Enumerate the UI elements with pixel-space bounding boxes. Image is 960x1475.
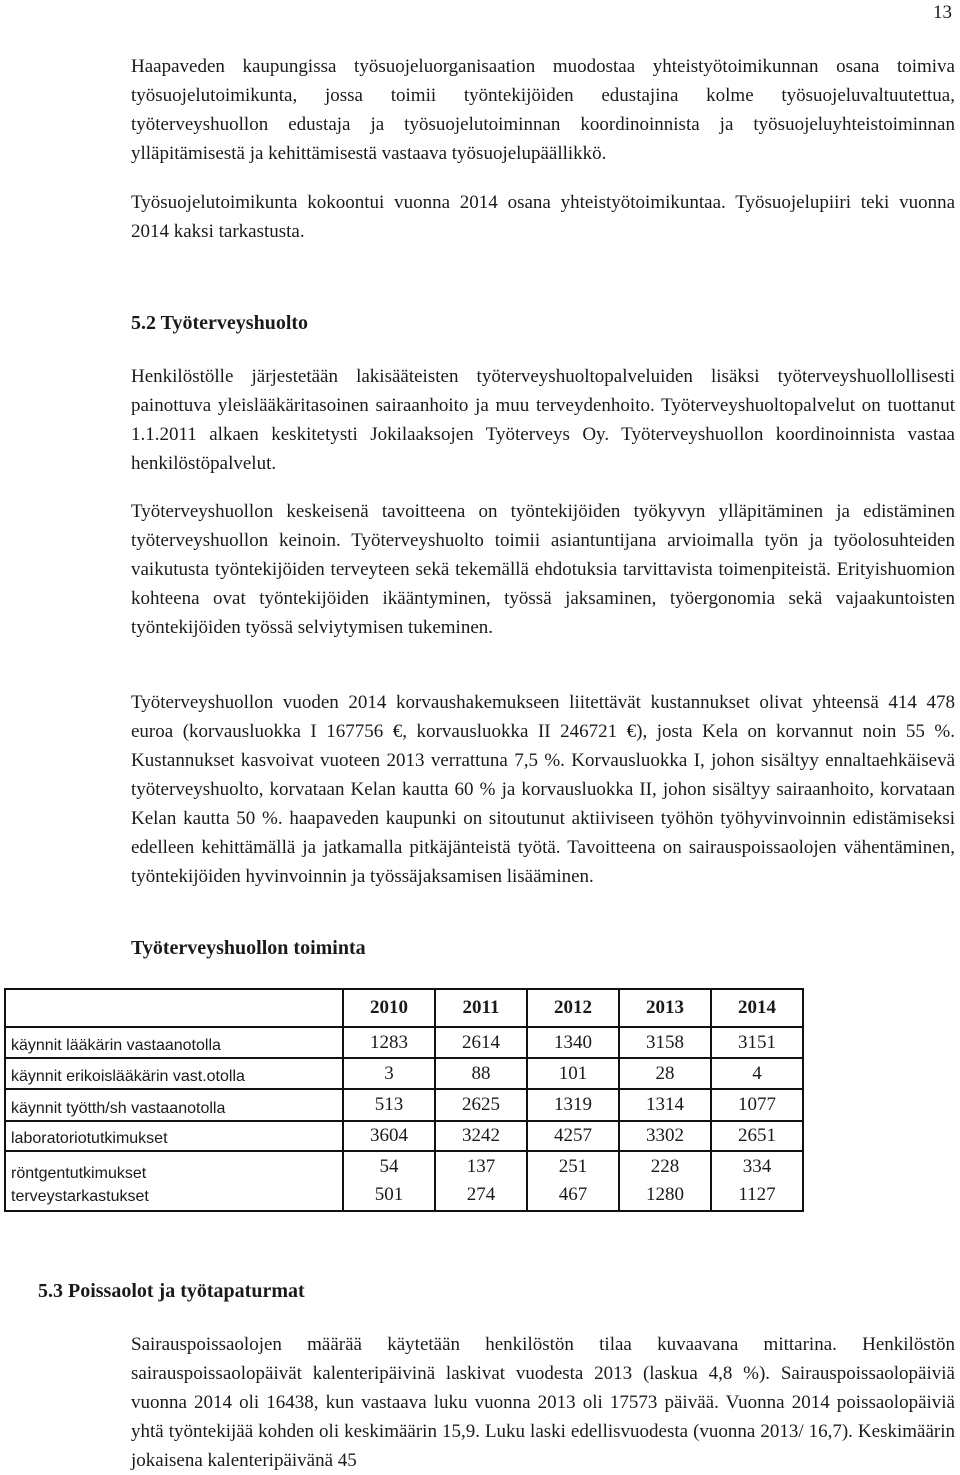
row-label: laboratoriotutkimukset [5, 1121, 343, 1151]
row-label: käynnit lääkärin vastaanotolla [5, 1027, 343, 1058]
cell-value: 3158 [619, 1027, 711, 1058]
cell-value: 88 [435, 1058, 527, 1089]
table-header-row [5, 989, 803, 1027]
year-header: 2010 [343, 989, 435, 1027]
cell-value: 137 [466, 1155, 496, 1177]
table-row [5, 1058, 803, 1089]
cell-value: 3242 [435, 1121, 527, 1151]
cell-value: 1077 [711, 1089, 803, 1120]
cell-value: 4257 [527, 1121, 619, 1151]
cell-value-group [435, 1151, 527, 1211]
table-row [5, 1121, 803, 1151]
cell-value: 3604 [343, 1121, 435, 1151]
table-title: Työterveyshuollon toiminta [131, 937, 366, 959]
paragraph-safety-committee: Työsuojelutoimikunta kokoontui vuonna 2014 osana yhteistyötoimikuntaa. Työsuojelupiiri teki vuonna 2014 kaksi tarkastusta. [131, 192, 955, 242]
cell-value: 3 [343, 1058, 435, 1089]
year-header: 2012 [527, 989, 619, 1027]
paragraph-safety-organisation: Haapaveden kaupungissa työsuojeluorganisaation muodostaa yhteistyötoimikunnan osana toimiva työsuojelutoimikunta, jossa toimii työntekijöiden edustajina kolme työsuojeluvaltuutettua, työterveyshuollon edustaja ja työsuojelutoiminnan koordinoinnista ja työsuojeluyhteistoiminnan ylläpitämisestä ja kehittämisestä vastaava työsuojelupäällikkö. [131, 56, 955, 164]
cell-value: 1283 [343, 1027, 435, 1058]
cell-value: 28 [619, 1058, 711, 1089]
paragraph-occupational-health-services: Henkilöstölle järjestetään lakisääteisten työterveyshuoltopalveluiden lisäksi työterveyshuollollisesti painottuva yleislääkäritasoinen sairaanhoito ja muu terveydenhoito. Työterveyshuoltopalvelut on tuottanut 1.1.2011 alkaen keskitetysti Jokilaaksojen Työterveys Oy. Työterveyshuollon koordinoinnista vastaa henkilöstöpalvelut. [131, 366, 955, 474]
cell-value: 513 [343, 1089, 435, 1120]
cell-value: 1127 [738, 1183, 776, 1205]
table-row [5, 1027, 803, 1058]
row-label: käynnit erikoislääkärin vast.otolla [5, 1058, 343, 1089]
cell-value: 3302 [619, 1121, 711, 1151]
table-row [5, 1089, 803, 1120]
cell-value: 2625 [435, 1089, 527, 1120]
row-label: röntgentutkimukset [11, 1165, 147, 1182]
section-heading-5-2: 5.2 Työterveyshuolto [131, 312, 309, 334]
cell-value: 2651 [711, 1121, 803, 1151]
cell-value: 228 [650, 1155, 680, 1177]
cell-value-group [619, 1151, 711, 1211]
row-label-group [5, 1151, 343, 1211]
cell-value: 54 [379, 1155, 399, 1177]
year-header: 2011 [435, 989, 527, 1027]
year-header: 2014 [711, 989, 803, 1027]
cell-value: 1314 [619, 1089, 711, 1120]
table-corner-cell [5, 989, 343, 1027]
cell-value: 1319 [527, 1089, 619, 1120]
cell-value-group [527, 1151, 619, 1211]
cell-value: 101 [527, 1058, 619, 1089]
row-label: käynnit työtth/sh vastaanotolla [5, 1089, 343, 1120]
cell-value-group [343, 1151, 435, 1211]
cell-value-group [711, 1151, 803, 1211]
paragraph-occupational-health-goals: Työterveyshuollon keskeisenä tavoitteena on työntekijöiden työkyvyn ylläpitäminen ja edistäminen työterveyshuollon keinoin. Työterveyshuolto toimii asiantuntijana arvioimalla työn ja työolosuhteiden vaikutusta työntekijöiden terveyteen sekä tekemällä ehdotuksia tarvittavista toimenpiteistä. Erityishuomion kohteena ovat työntekijöiden ikääntyminen, työssä jaksaminen, työergonomia sekä vajaakuntoisten työntekijöiden työssä selviytymisen tukeminen. [131, 501, 955, 638]
cell-value: 467 [558, 1183, 588, 1205]
cell-value: 2614 [435, 1027, 527, 1058]
table-row-group [5, 1151, 803, 1211]
paragraph-sick-leave: Sairauspoissaolojen määrää käytetään henkilöstön tilaa kuvaavana mittarina. Henkilöstön sairauspoissaolopäivät kalenteripäivinä laskivat vuodesta 2013 (laskua 4,8 %). Sairauspoissaolopäiviä vuonna 2014 oli 16438, kun vastaava luku vuonna 2013 oli 17573 päivää. Vuonna 2014 poissaolopäiviä yhtä työntekijää kohden oli keskimäärin 15,9. Luku laski edellisvuodesta (vuonna 2013/ 16,7). Keskimäärin jokaisena kalenteripäivänä 45 [131, 1334, 955, 1471]
page-number: 13 [933, 2, 952, 23]
cell-value: 1280 [646, 1183, 684, 1205]
occupational-health-table [4, 988, 804, 1212]
cell-value: 4 [711, 1058, 803, 1089]
cell-value: 334 [742, 1155, 772, 1177]
cell-value: 274 [466, 1183, 496, 1205]
paragraph-occupational-health-costs: Työterveyshuollon vuoden 2014 korvaushakemukseen liitettävät kustannukset olivat yhteensä 414 478 euroa (korvausluokka I 167756 €, korvausluokka II 246721 €), josta Kela on korvannut noin 55 %. Kustannukset kasvoivat vuoteen 2013 verrattuna 7,5 %. Korvausluokka I, johon sisältyy ennaltaehkäisevä työterveyshuolto, korvataan Kelan kautta 60 % ja korvausluokka II, johon sisältyy sairaanhoito, korvataan Kelan kautta 50 %. haapaveden kaupunki on sitoutunut aktiiviseen työhön työhyvinvoinnin edistämiseksi edelleen kehittämällä ja jatkamalla pitkäjänteistä työtä. Tavoitteena on sairauspoissaolojen vähentäminen, työntekijöiden hyvinvoinnin ja työssäjaksamisen lisääminen. [131, 692, 955, 887]
cell-value: 251 [558, 1155, 588, 1177]
year-header: 2013 [619, 989, 711, 1027]
cell-value: 1340 [527, 1027, 619, 1058]
cell-value: 3151 [711, 1027, 803, 1058]
row-label: terveystarkastukset [11, 1188, 149, 1205]
section-heading-5-3: 5.3 Poissaolot ja työtapaturmat [38, 1280, 305, 1302]
cell-value: 501 [374, 1183, 404, 1205]
